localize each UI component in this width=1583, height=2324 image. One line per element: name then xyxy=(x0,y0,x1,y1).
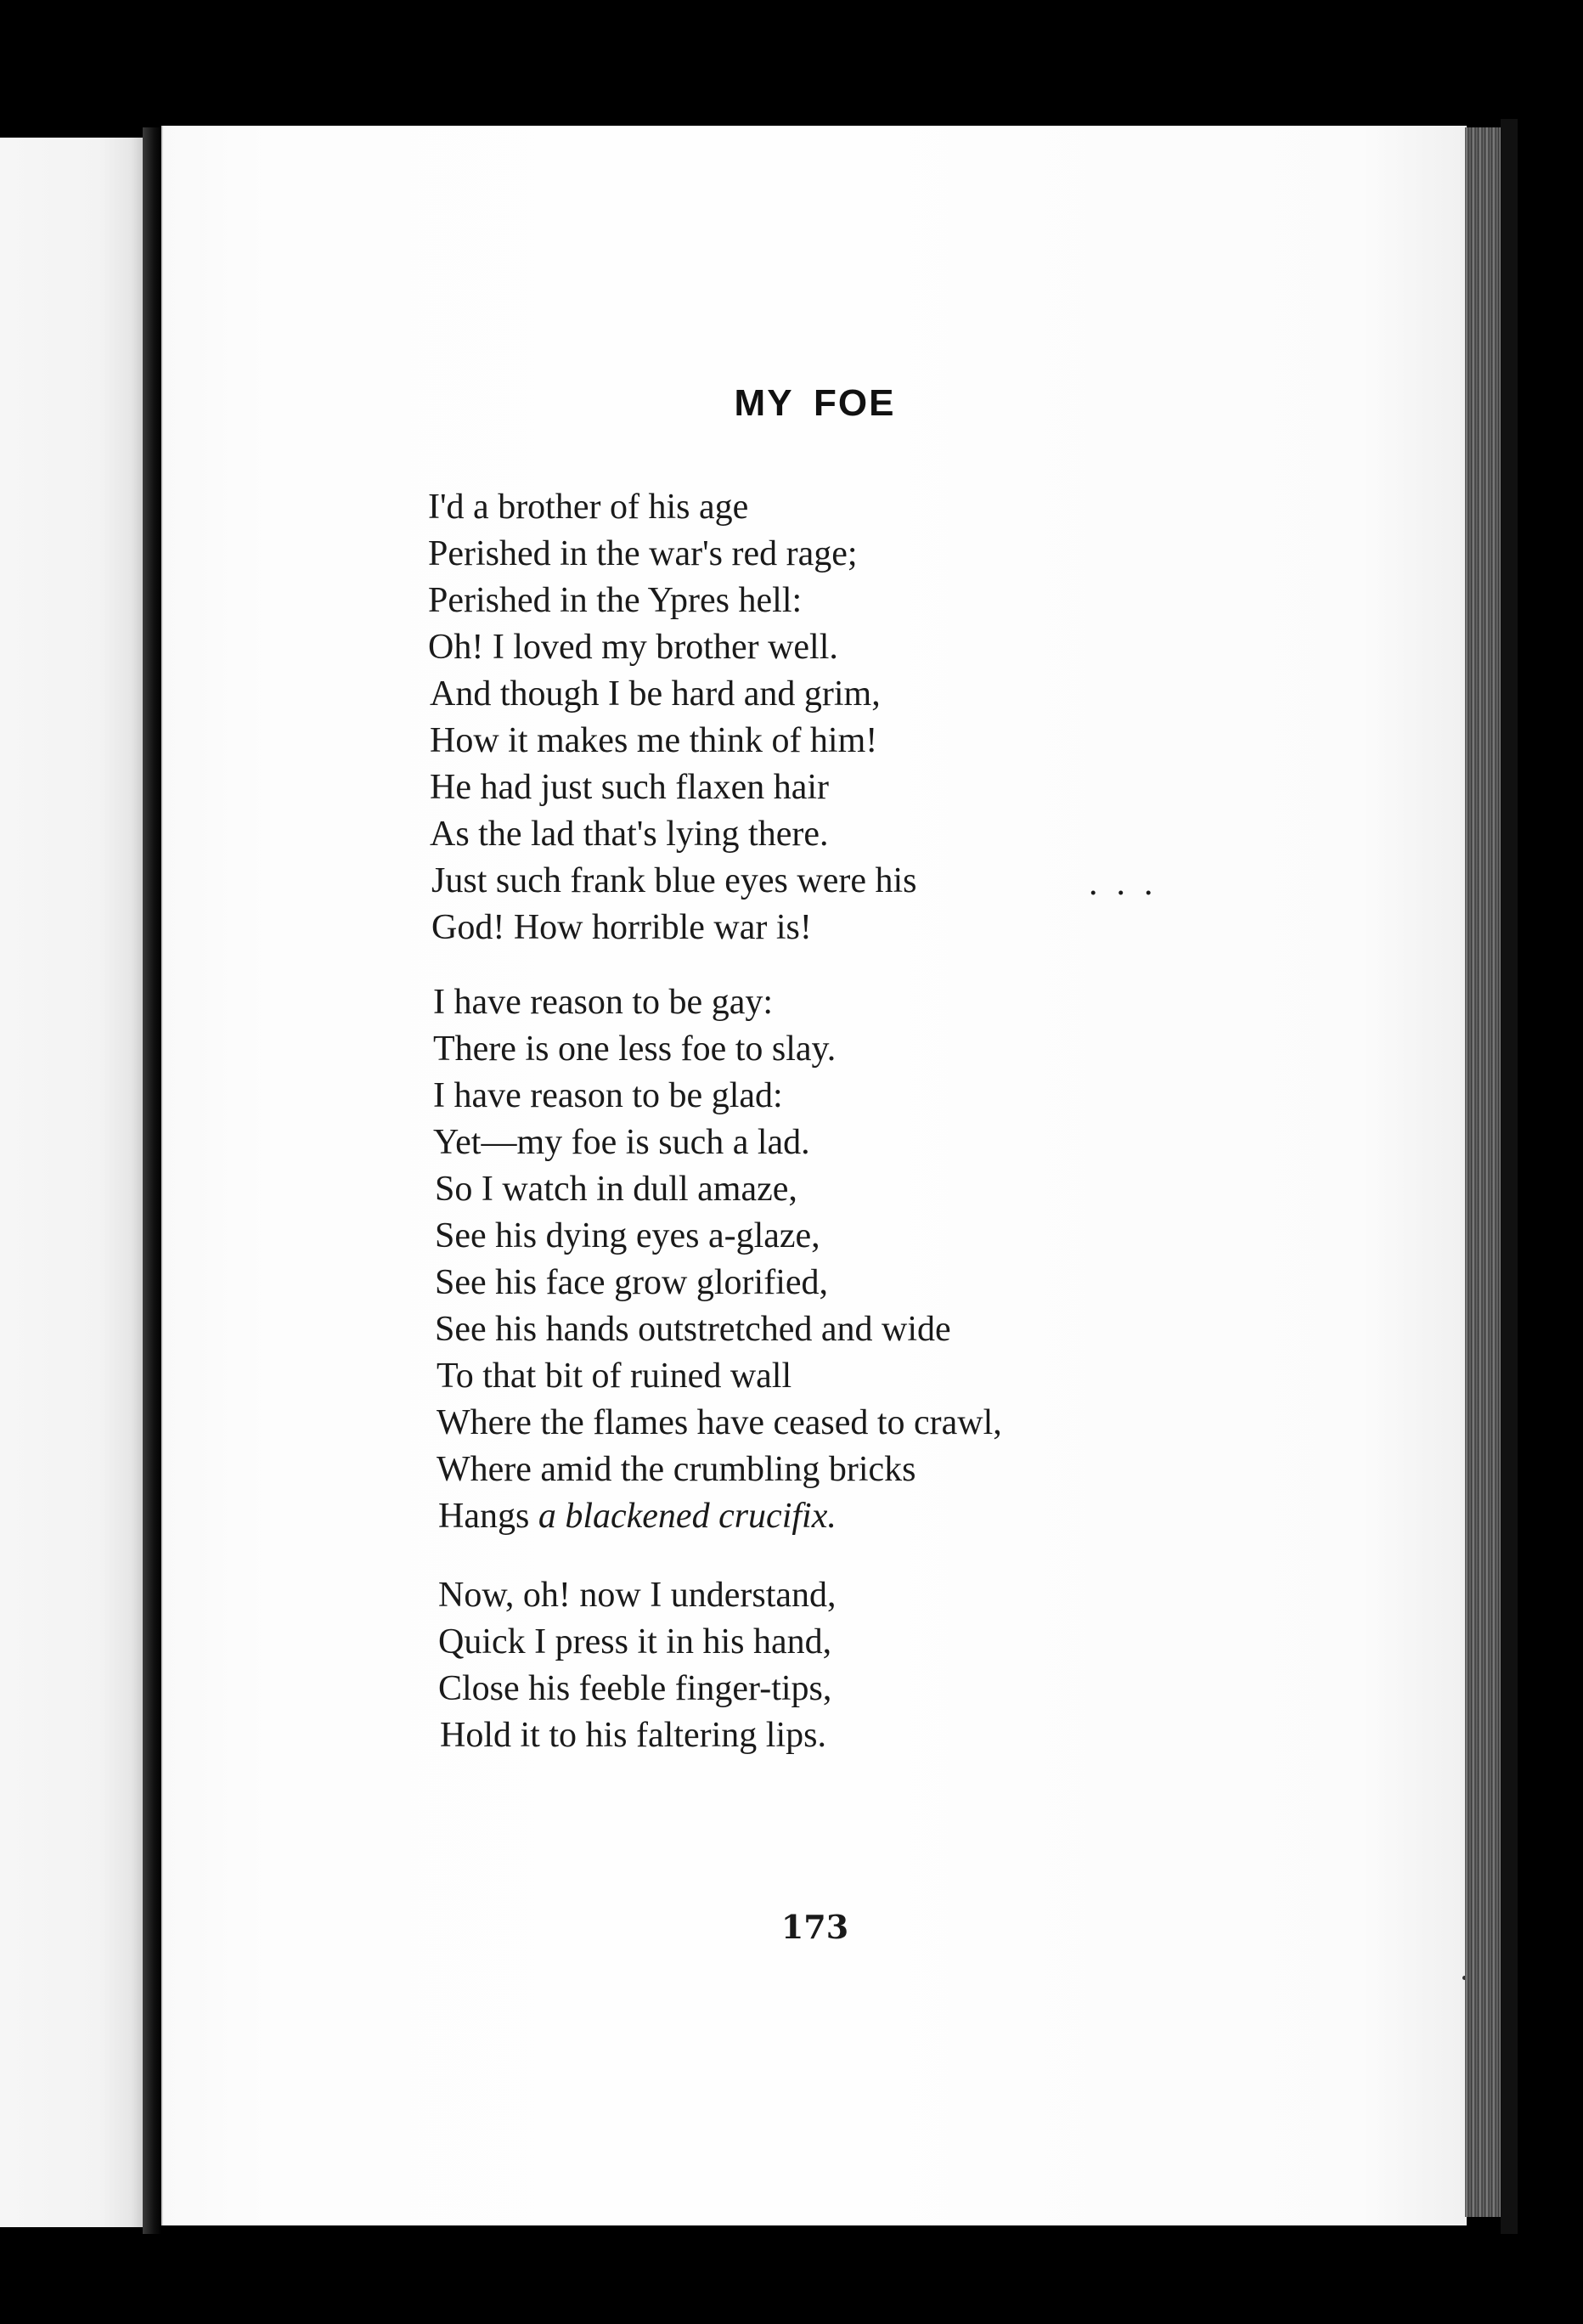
poem-line: God! How horrible war is! xyxy=(431,908,812,947)
poem-line: See his dying eyes a-glaze, xyxy=(435,1216,820,1255)
poem-line: Just such frank blue eyes were his xyxy=(431,861,917,900)
poem-line: As the lad that's lying there. xyxy=(430,815,829,854)
poem-line-start: Hangs xyxy=(438,1497,530,1536)
poem-line: Now, oh! now I understand, xyxy=(438,1576,837,1615)
poem-line: Where amid the crumbling bricks xyxy=(437,1450,916,1489)
poem-line: I have reason to be gay: xyxy=(433,983,774,1022)
poem-line: See his face grow glorified, xyxy=(435,1263,829,1302)
poem-line: Oh! I loved my brother well. xyxy=(428,628,838,667)
book-cover-edge xyxy=(1501,119,1518,2234)
poem-title: MY FOE xyxy=(734,382,896,424)
poem-line: Perished in the Ypres hell: xyxy=(428,581,803,620)
poem-line: Where the flames have ceased to crawl, xyxy=(437,1403,1002,1442)
poem-line: And though I be hard and grim, xyxy=(430,674,881,714)
poem-line-last xyxy=(438,1498,837,1534)
italic-phrase: a blackened crucifix. xyxy=(538,1497,837,1536)
book-gutter xyxy=(143,127,161,2234)
poem-line: I'd a brother of his age xyxy=(428,488,749,527)
poem-line: There is one less foe to slay. xyxy=(433,1029,837,1069)
facing-page-edge xyxy=(0,138,143,2227)
poem-line: Hold it to his faltering lips. xyxy=(440,1716,826,1755)
page-block-edge xyxy=(1465,127,1501,2217)
poem-line: See his hands outstretched and wide xyxy=(435,1310,951,1349)
poem-line: So I watch in dull amaze, xyxy=(435,1170,797,1209)
poem-line: Quick I press it in his hand, xyxy=(438,1622,832,1661)
page-number: 173 xyxy=(780,1908,849,1946)
poem-line: Yet—my foe is such a lad. xyxy=(433,1123,810,1162)
poem-line: To that bit of ruined wall xyxy=(437,1357,792,1396)
poem-line: Perished in the war's red rage; xyxy=(428,534,858,573)
poem-line: Close his feeble finger-tips, xyxy=(438,1669,832,1708)
poem-line: How it makes me think of him! xyxy=(430,721,878,760)
poem-line: He had just such flaxen hair xyxy=(430,768,830,807)
book-page xyxy=(161,126,1467,2225)
poem-line: I have reason to be glad: xyxy=(433,1076,783,1115)
ellipsis: ... xyxy=(1089,864,1172,903)
